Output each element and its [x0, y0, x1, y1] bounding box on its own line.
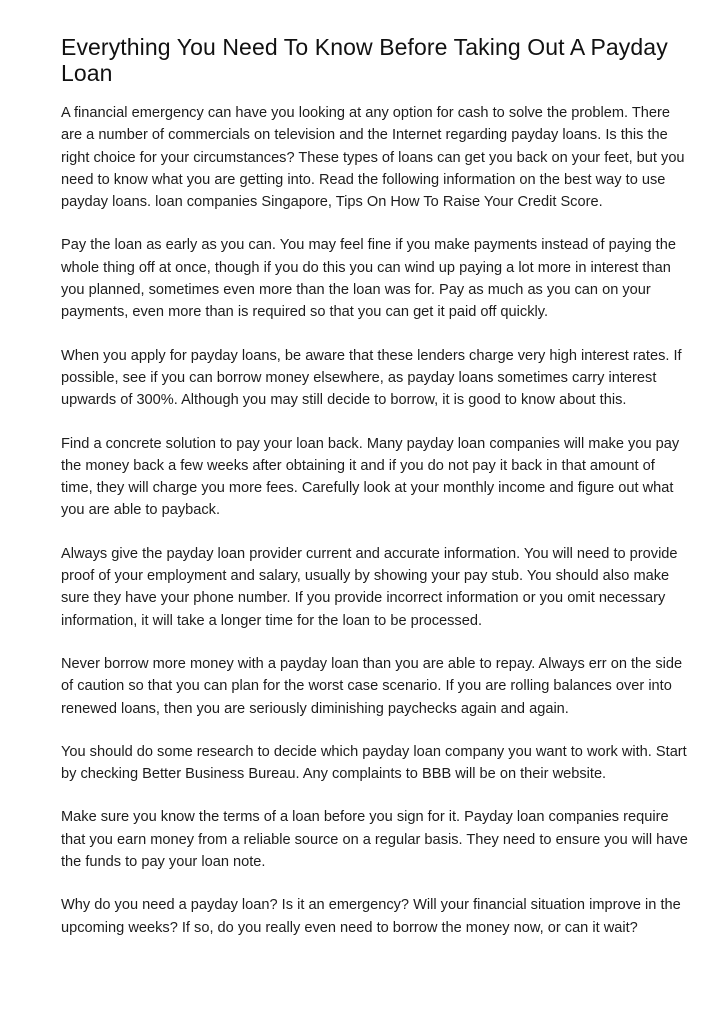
document-body: [61, 102, 688, 939]
paragraph-8: Make sure you know the terms of a loan before you sign for it. Payday loan companies require that you earn money from a reliable source on a regular basis. They need to ensure you will have the funds to pay your loan note.: [61, 809, 688, 871]
paragraph-6: Never borrow more money with a payday loan than you are able to repay. Always err on the side of caution so that you can plan for the worst case scenario. If you are rolling balances over into renewed loans, then you are seriously diminishing paychecks again and again.: [61, 655, 683, 717]
paragraph-2: Pay the loan as early as you can. You may feel fine if you make payments instead of paying the whole thing off at once, though if you do this you can wind up paying a lot more in interest than you planned, sometimes even more than the loan was for. Pay as much as you can on your payments, even more than is required so that you can get it paid off quickly.: [61, 237, 676, 321]
paragraph-4: Find a concrete solution to pay your loan back. Many payday loan companies will make you pay the money back a few weeks after obtaining it and if you do not pay it back in that amount of time, they will charge you more fees. Carefully look at your monthly income and figure out what you are able to payback.: [61, 435, 680, 519]
paragraph-3: When you apply for payday loans, be aware that these lenders charge very high interest rates. If possible, see if you can borrow money elsewhere, as payday loans sometimes carry interest upwards of 300%. Although you may still decide to borrow, it is good to know about this.: [61, 347, 682, 409]
paragraph-1: A financial emergency can have you looking at any option for cash to solve the problem. There are a number of commercials on television and the Internet regarding payday loans. Is this the right choice for your circumstances? These types of loans can get you back on your feet, but you need to know what you are getting into. Read the following information on the best way to use payday loans. loan companies Singapore, Tips On How To Raise Your Credit Score.: [61, 105, 685, 211]
paragraph-7: You should do some research to decide which payday loan company you want to work with. Start by checking Better Business Bureau. Any complaints to BBB will be on their website.: [61, 743, 687, 783]
paragraph-5: Always give the payday loan provider current and accurate information. You will need to provide proof of your employment and salary, usually by showing your pay stub. You should also make sure they have your phone number. If you provide incorrect information or you omit necessary information, it will take a longer time for the loan to be processed.: [61, 545, 678, 629]
paragraph-9: Why do you need a payday loan? Is it an emergency? Will your financial situation improve in the upcoming weeks? If so, do you really even need to borrow the money now, or can it wait?: [61, 897, 681, 936]
document-title: Everything You Need To Know Before Taking Out A Payday Loan: [61, 34, 668, 86]
